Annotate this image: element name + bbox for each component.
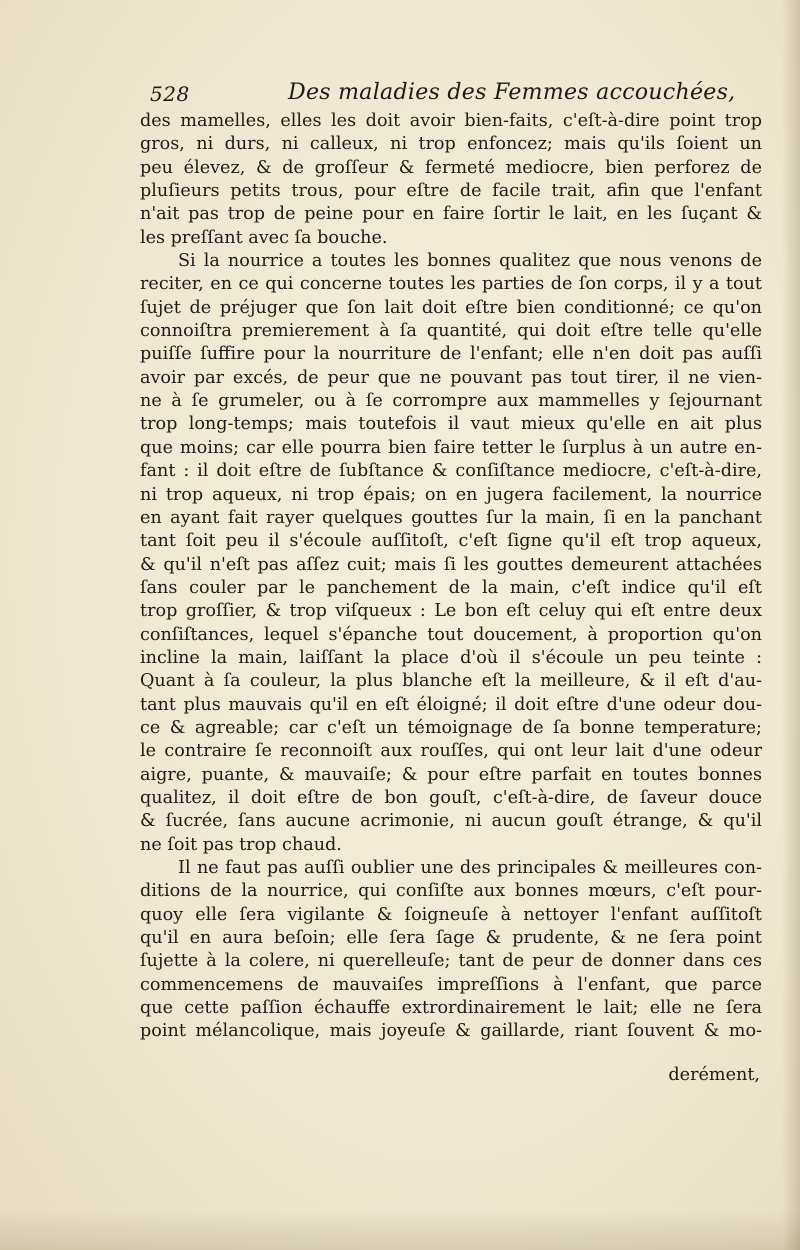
text-line: aigre, puante, & mauvaiſe; & pour eſtre parfait en toutes bonnes [140, 764, 762, 785]
text-line: ditions de la nourrice, qui conſiſte aux bonnes mœurs, c'eſt pour- [140, 881, 762, 902]
running-title: Des maladies des Femmes accouchées, [288, 80, 736, 105]
text-line: trop long-temps; mais toutefois il vaut mieux qu'elle en ait plus [140, 414, 762, 435]
text-line: les preſſant avec ſa bouche. [140, 227, 388, 248]
text-line: qu'il en aura beſoin; elle ſera ſage & prudente, & ne ſera point [140, 928, 762, 949]
text-line: Quant à ſa couleur, la plus blanche eſt la meilleure, & il eſt d'au- [140, 671, 762, 692]
text-line: pluſieurs petits trous, pour eſtre de facile trait, afin que l'enfant [140, 181, 762, 202]
text-line: connoiſtra premierement à ſa quantité, qui doit eſtre telle qu'elle [140, 321, 762, 342]
text-line: reciter, en ce qui concerne toutes les parties de ſon corps, il y a tout [140, 274, 762, 295]
text-line: fant : il doit eſtre de ſubſtance & conſiſtance mediocre, c'eſt-à-dire, [140, 461, 762, 482]
text-line: & qu'il n'eſt pas aſſez cuit; mais ſi les gouttes demeurent attachées [140, 554, 762, 575]
text-line: le contraire ſe reconnoiſt aux rouſſes, qui ont leur lait d'une odeur [140, 741, 762, 762]
text-line: avoir par excés, de peur que ne pouvant pas tout tirer, il ne vien- [140, 367, 762, 388]
text-line: commencemens de mauvaiſes impreſſions à l'enfant, que parce [140, 974, 762, 995]
text-line: gros, ni durs, ni calleux, ni trop enfoncez; mais qu'ils ſoient un [140, 134, 762, 155]
text-line: & ſucrée, ſans aucune acrimonie, ni aucun gouſt étrange, & qu'il [140, 811, 762, 832]
text-line: point mélancolique, mais joyeuſe & gaillarde, riant ſouvent & mo- [140, 1021, 762, 1042]
page-header [150, 78, 736, 110]
catchword: derément, [668, 1065, 760, 1085]
text-line: conſiſtances, lequel s'épanche tout doucement, à proportion qu'on [140, 624, 762, 645]
text-line: Il ne faut pas auſſi oublier une des principales & meilleures con- [178, 858, 762, 878]
page-bottom-shadow [0, 1210, 800, 1250]
text-line: que moins; car elle pourra bien faire tetter le ſurplus à un autre en- [140, 437, 762, 458]
text-line: ſujet de préjuger que ſon lait doit eſtre bien conditionné; ce qu'on [140, 297, 762, 318]
text-line: peu élevez, & de groſſeur & fermeté mediocre, bien perforez de [140, 157, 762, 178]
text-line: quoy elle ſera vigilante & ſoigneuſe à nettoyer l'enfant auſſitoſt [140, 904, 762, 925]
text-line: n'ait pas trop de peine pour en faire ſortir le lait, en les ſuçant & [140, 204, 762, 225]
text-line: ſujette à la colere, ni querelleuſe; tant de peur de donner dans ces [140, 951, 762, 972]
text-line: ce & agreable; car c'eſt un témoignage de ſa bonne temperature; [140, 717, 762, 738]
text-line: puiſſe ſuffire pour la nourriture de l'enfant; elle n'en doit pas auſſi [140, 344, 762, 365]
text-line: tant ſoit peu il s'écoule auſſitoſt, c'eſt ſigne qu'il eſt trop aqueux, [140, 531, 762, 552]
body-text [140, 110, 762, 1044]
text-line: Si la nourrice a toutes les bonnes qualitez que nous venons de [178, 251, 762, 272]
text-line: ni trop aqueux, ni trop épais; on en jugera facilement, la nourrice [140, 484, 762, 505]
text-line: trop groſſier, & trop viſqueux : Le bon eſt celuy qui eſt entre deux [140, 601, 762, 622]
text-line: tant plus mauvais qu'il en eſt éloigné; il doit eſtre d'une odeur dou- [140, 694, 762, 715]
text-line: qualitez, il doit eſtre de bon gouſt, c'eſt-à-dire, de ſaveur douce [140, 787, 762, 808]
text-line: en ayant fait rayer quelques gouttes ſur la main, ſi en la panchant [140, 507, 762, 528]
text-line: des mamelles, elles les doit avoir bien-faits, c'eſt-à-dire point trop [140, 111, 762, 131]
text-line: incline la main, laiſſant la place d'où il s'écoule un peu teinte : [140, 647, 762, 668]
text-line: ſans couler par le panchement de la main, c'eſt indice qu'il eſt [140, 577, 762, 598]
text-line: ne ſoit pas trop chaud. [140, 834, 342, 855]
text-line: que cette paſſion échauffe extrordinairement le lait; elle ne ſera [140, 998, 762, 1019]
page-number: 528 [150, 82, 190, 106]
page-edge-shadow [782, 0, 800, 1250]
text-line: ne à ſe grumeler, ou à ſe corrompre aux mammelles y ſejournant [140, 391, 762, 412]
